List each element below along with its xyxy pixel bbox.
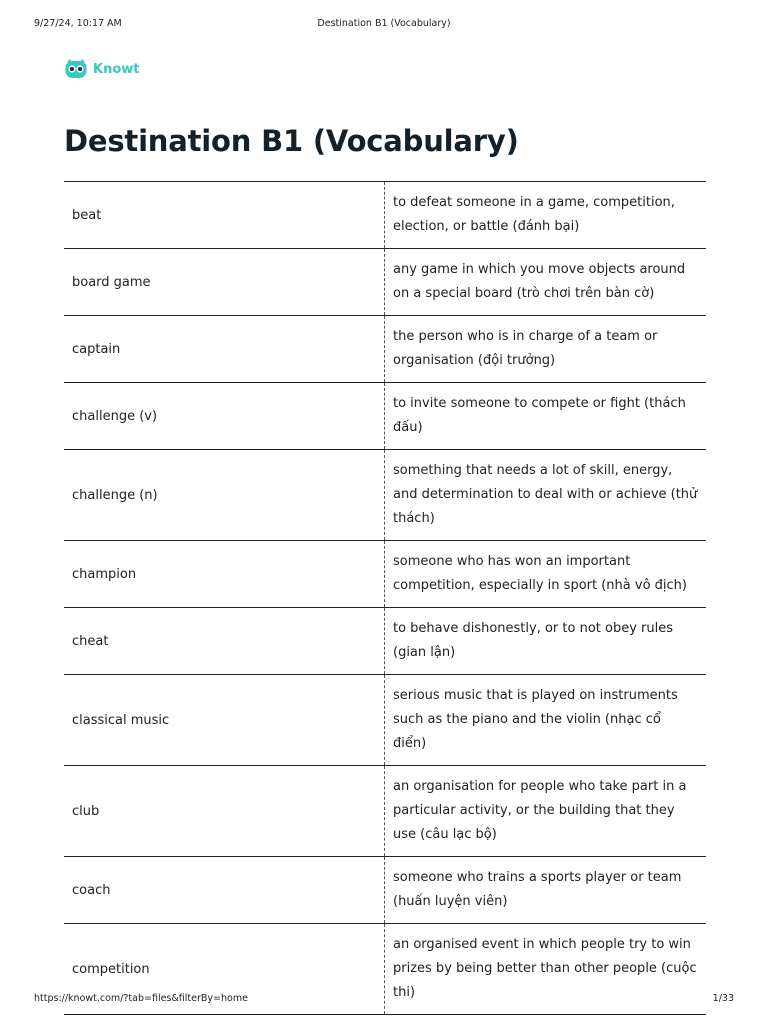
print-footer	[34, 993, 734, 1007]
term-cell: champion	[64, 541, 385, 607]
definition-cell: the person who is in charge of a team or organisation (đội trưởng)	[393, 329, 658, 368]
term-cell: club	[64, 766, 385, 856]
print-url: https://knowt.com/?tab=files&filterBy=home	[34, 993, 248, 1004]
vocabulary-table	[64, 181, 706, 1015]
term-cell: board game	[64, 249, 385, 315]
term-cell: challenge (v)	[64, 383, 385, 449]
term-cell: coach	[64, 857, 385, 923]
definition-cell: serious music that is played on instruments such as the piano and the violin (nhạc cổ điển)	[393, 688, 678, 751]
definition-cell: someone who trains a sports player or team (huấn luyện viên)	[393, 870, 682, 909]
term-cell: captain	[64, 316, 385, 382]
print-datetime: 9/27/24, 10:17 AM	[34, 18, 122, 29]
table-row	[64, 541, 706, 608]
print-page-title: Destination B1 (Vocabulary)	[317, 18, 451, 29]
table-row	[64, 249, 706, 316]
term-cell: competition	[64, 924, 385, 1014]
term-cell: beat	[64, 182, 385, 248]
brand-name: Knowt	[93, 61, 140, 77]
table-row	[64, 182, 706, 249]
definition-cell: to invite someone to compete or fight (thách đấu)	[393, 396, 686, 435]
page-number: 1/33	[712, 993, 734, 1004]
table-row	[64, 383, 706, 450]
table-row	[64, 450, 706, 541]
definition-cell: something that needs a lot of skill, energy, and determination to deal with or achieve (thử thách)	[393, 463, 698, 526]
owl-logo-icon	[64, 58, 88, 80]
table-row	[64, 675, 706, 766]
table-row	[64, 857, 706, 924]
term-cell: cheat	[64, 608, 385, 674]
definition-cell: any game in which you move objects around on a special board (trò chơi trên bàn cờ)	[393, 262, 686, 301]
term-cell: challenge (n)	[64, 450, 385, 540]
definition-cell: an organised event in which people try to win prizes by being better than other people (cuộc thi)	[393, 937, 697, 1000]
table-row	[64, 766, 706, 857]
definition-cell: to defeat someone in a game, competition, election, or battle (đánh bại)	[393, 195, 675, 234]
definition-cell: an organisation for people who take part in a particular activity, or the building that they use (câu lạc bộ)	[393, 779, 687, 842]
term-cell: classical music	[64, 675, 385, 765]
definition-cell: to behave dishonestly, or to not obey rules (gian lận)	[393, 621, 674, 660]
definition-cell: someone who has won an important competition, especially in sport (nhà vô địch)	[393, 554, 687, 593]
table-row	[64, 316, 706, 383]
knowt-logo[interactable]	[64, 57, 139, 81]
document-title: Destination B1 (Vocabulary)	[64, 124, 519, 158]
print-header	[34, 18, 734, 32]
table-row	[64, 608, 706, 675]
